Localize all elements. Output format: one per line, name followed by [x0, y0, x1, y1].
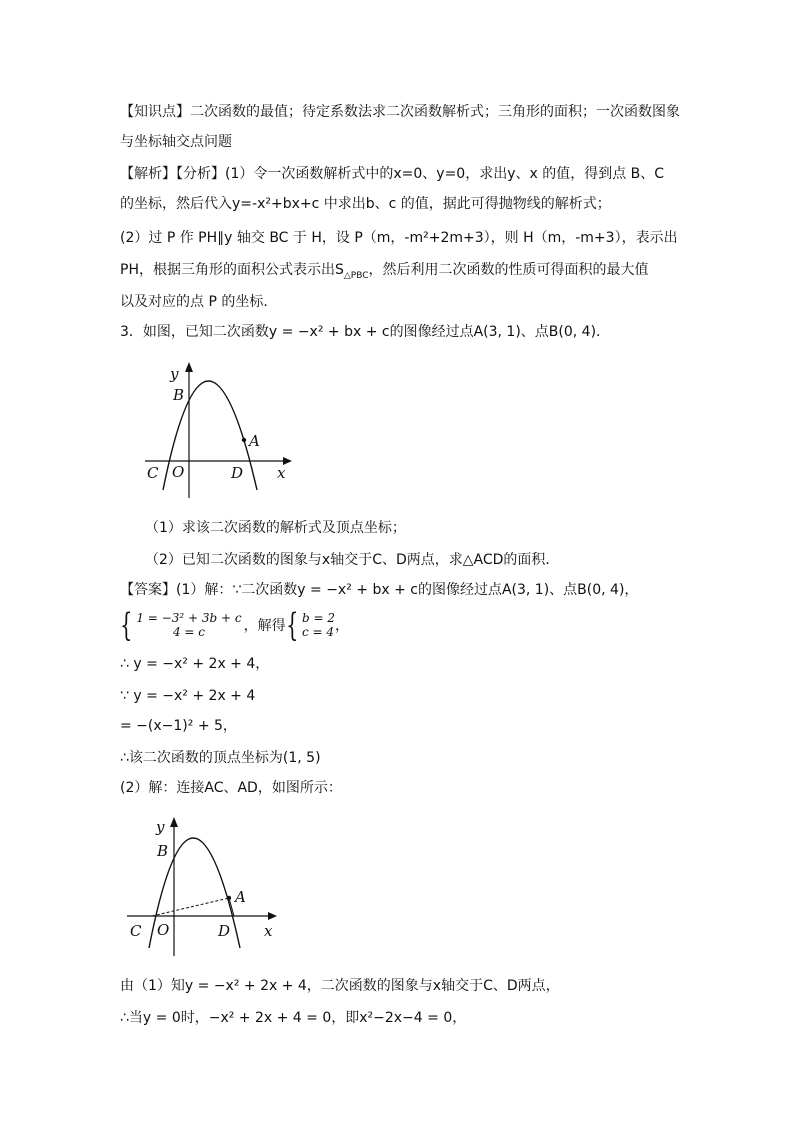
answer-line-9: ∴当y = 0时，−x² + 2x + 4 = 0，即x²−2x−4 = 0， — [120, 1010, 467, 1026]
analysis-text-1: (1）令一次函数解析式中的x=0、y=0，求出y、x 的值，得到点 B、C — [225, 166, 665, 182]
triangle-pbc-subscript: △PBC — [343, 270, 369, 281]
system-1-row-2: 4 = c — [172, 625, 205, 639]
analysis-text-4b: ，然后利用二次函数的性质可得面积的最大值 — [368, 262, 649, 278]
analysis-line-5: 以及对应的点 P 的坐标. — [120, 294, 268, 310]
x-axis-arrow-2 — [268, 912, 277, 920]
analysis-line-2: 的坐标，然后代入y=-x²+bx+c 中求出b、c 的值，据此可得抛物线的解析式； — [120, 196, 611, 212]
parabola-figure-1 — [140, 350, 300, 500]
knowledge-tag: 【知识点】 — [120, 104, 190, 120]
answer-line-8: 由（1）知y = −x² + 2x + 4，二次函数的图象与x轴交于C、D两点， — [120, 978, 560, 994]
system-2-row-1: b = 2 — [301, 611, 335, 625]
label-x: x — [277, 464, 286, 482]
label-o: O — [172, 463, 185, 481]
point-a-dot-2 — [227, 896, 231, 900]
analysis-line-1 — [120, 164, 664, 184]
y-axis-arrow-2 — [170, 817, 178, 827]
answer-tag: 【答案】 — [120, 582, 176, 598]
label-d-2: D — [218, 922, 231, 940]
equation-system-1 — [136, 611, 241, 639]
problem-stem: 3．如图，已知二次函数y = −x² + bx + c的图像经过点A(3, 1)、点B(0, 4)． — [120, 324, 611, 340]
y-axis-arrow — [185, 362, 193, 372]
answer-line-3: ∴ y = −x² + 2x + 4， — [120, 656, 270, 672]
system-2-row-2: c = 4 — [301, 625, 334, 639]
label-c-2: C — [130, 922, 142, 940]
answer-line-5: = −(x−1)² + 5， — [120, 718, 237, 734]
label-b: B — [173, 386, 185, 404]
question-2: （2）已知二次函数的图象与x轴交于C、D两点，求△ACD的面积． — [145, 552, 560, 568]
knowledge-line-2: 与坐标轴交点问题 — [120, 134, 232, 150]
left-brace-2: { — [285, 606, 298, 644]
label-y: y — [170, 365, 179, 383]
equation-system-2 — [302, 611, 335, 639]
analysis-tag: 【解析】【分析】 — [120, 166, 225, 182]
knowledge-text-1: 二次函数的最值；待定系数法求二次函数解析式；三角形的面积；一次函数图象 — [190, 104, 680, 120]
label-c: C — [147, 464, 159, 482]
answer-line-4: ∵ y = −x² + 2x + 4 — [120, 688, 256, 704]
point-a-dot — [242, 438, 246, 442]
label-a: A — [249, 432, 260, 450]
answer-line-1 — [120, 580, 638, 600]
label-b-2: B — [157, 842, 169, 860]
label-a-2: A — [235, 888, 246, 906]
answer-text-1: (1）解：∵二次函数y = −x² + bx + c的图像经过点A(3, 1)、点B(0, 4)， — [176, 582, 639, 598]
parabola-figure-2 — [122, 808, 287, 958]
analysis-line-4 — [120, 260, 649, 280]
label-o-2: O — [157, 921, 170, 939]
label-x-2: x — [264, 922, 273, 940]
left-brace-1: { — [120, 606, 133, 644]
label-d: D — [231, 464, 244, 482]
question-1: （1）求该二次函数的解析式及顶点坐标； — [145, 520, 406, 536]
answer-line-6: ∴该二次函数的顶点坐标为(1, 5) — [120, 750, 321, 766]
answer-line-7: (2）解：连接AC、AD，如图所示： — [120, 780, 342, 796]
equation-system-line — [120, 606, 349, 644]
knowledge-line-1 — [120, 102, 680, 122]
analysis-text-4a: PH，根据三角形的面积公式表示出S — [120, 262, 344, 278]
system-1-row-1: 1 = −3² + 3b + c — [136, 611, 242, 625]
label-y-2: y — [156, 818, 165, 836]
system-end: ， — [334, 618, 349, 634]
analysis-line-3: (2）过 P 作 PH∥y 轴交 BC 于 H，设 P（m，-m²+2m+3），则 H（m，-m+3），表示出 — [120, 230, 678, 246]
segment-ac-dashed — [152, 898, 229, 916]
solve-word: ，解得 — [243, 618, 286, 634]
